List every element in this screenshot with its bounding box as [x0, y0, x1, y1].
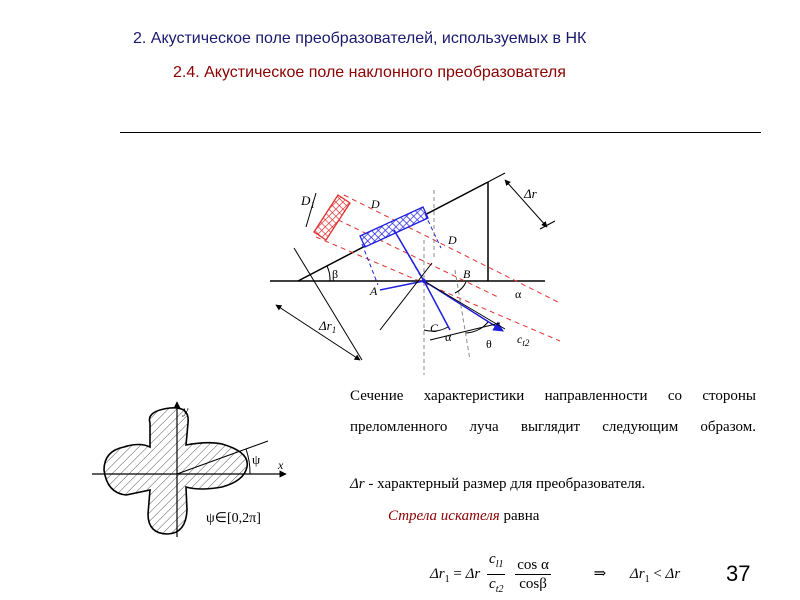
label-theta: θ	[486, 337, 492, 351]
strela-italic: Стрела искателя	[388, 508, 500, 524]
formula-frac2: $\frac{\text{cos α}}{\cos\beta}$	[517, 557, 549, 592]
axis-x-label: x	[278, 458, 284, 472]
dr-symbol: Δr	[350, 476, 365, 492]
formula-res-lhs-sub: 1	[644, 573, 650, 585]
red-rays	[316, 195, 560, 341]
strela-rest: равна	[503, 508, 540, 524]
description-text: Сечение характеристики направленности со стороны преломленного луча выглядит следующим образом.	[350, 388, 756, 435]
directivity-section	[92, 402, 286, 537]
formula-frac1: $\frac{c_{l1}}{c_{t2}}$	[489, 551, 504, 595]
formula	[430, 550, 680, 599]
transducer-d	[360, 207, 428, 247]
formula-res-rhs: Δr	[665, 565, 681, 582]
formula-lhs: Δr	[430, 565, 445, 582]
page-number: 37	[726, 561, 751, 586]
formula-lhs-sub: 1	[444, 573, 450, 585]
label-alpha-2: α	[445, 330, 452, 344]
label-delta-r1: $\Delta r_1$	[319, 318, 337, 335]
dr-description	[350, 476, 645, 493]
axis-y-label: y	[183, 403, 189, 417]
label-d1: $D_1$	[301, 193, 315, 210]
label-delta-r: Δr	[524, 186, 537, 201]
wedge	[270, 182, 545, 281]
formula-lt: <	[653, 565, 662, 582]
strela-line	[388, 508, 539, 525]
psi-range: ψ∈[0,2π]	[206, 511, 261, 526]
label-alpha: α	[515, 287, 522, 301]
transducer-d1	[314, 195, 350, 240]
angle-psi-label: ψ	[252, 452, 261, 467]
formula-rhs-r: Δr	[465, 565, 481, 582]
label-beta: β	[332, 267, 339, 281]
label-d-prime: D	[448, 233, 457, 247]
heading-main: 2. Акустическое поле преобразователей, используемых в НК	[133, 30, 587, 47]
label-ct2: $c_{t2}$	[517, 332, 530, 348]
label-a: A	[370, 284, 378, 298]
heading-sub: 2.4. Акустическое поле наклонного преобразователя	[173, 64, 566, 81]
dr-description-text: - характерный размер для преобразователя.	[368, 476, 646, 492]
formula-res-lhs: Δr	[629, 565, 645, 582]
label-d: D	[371, 197, 380, 211]
label-b: B	[463, 267, 471, 281]
formula-implies: ⇒	[593, 565, 607, 582]
label-c: C	[430, 321, 439, 335]
formula-eq: =	[453, 565, 462, 582]
